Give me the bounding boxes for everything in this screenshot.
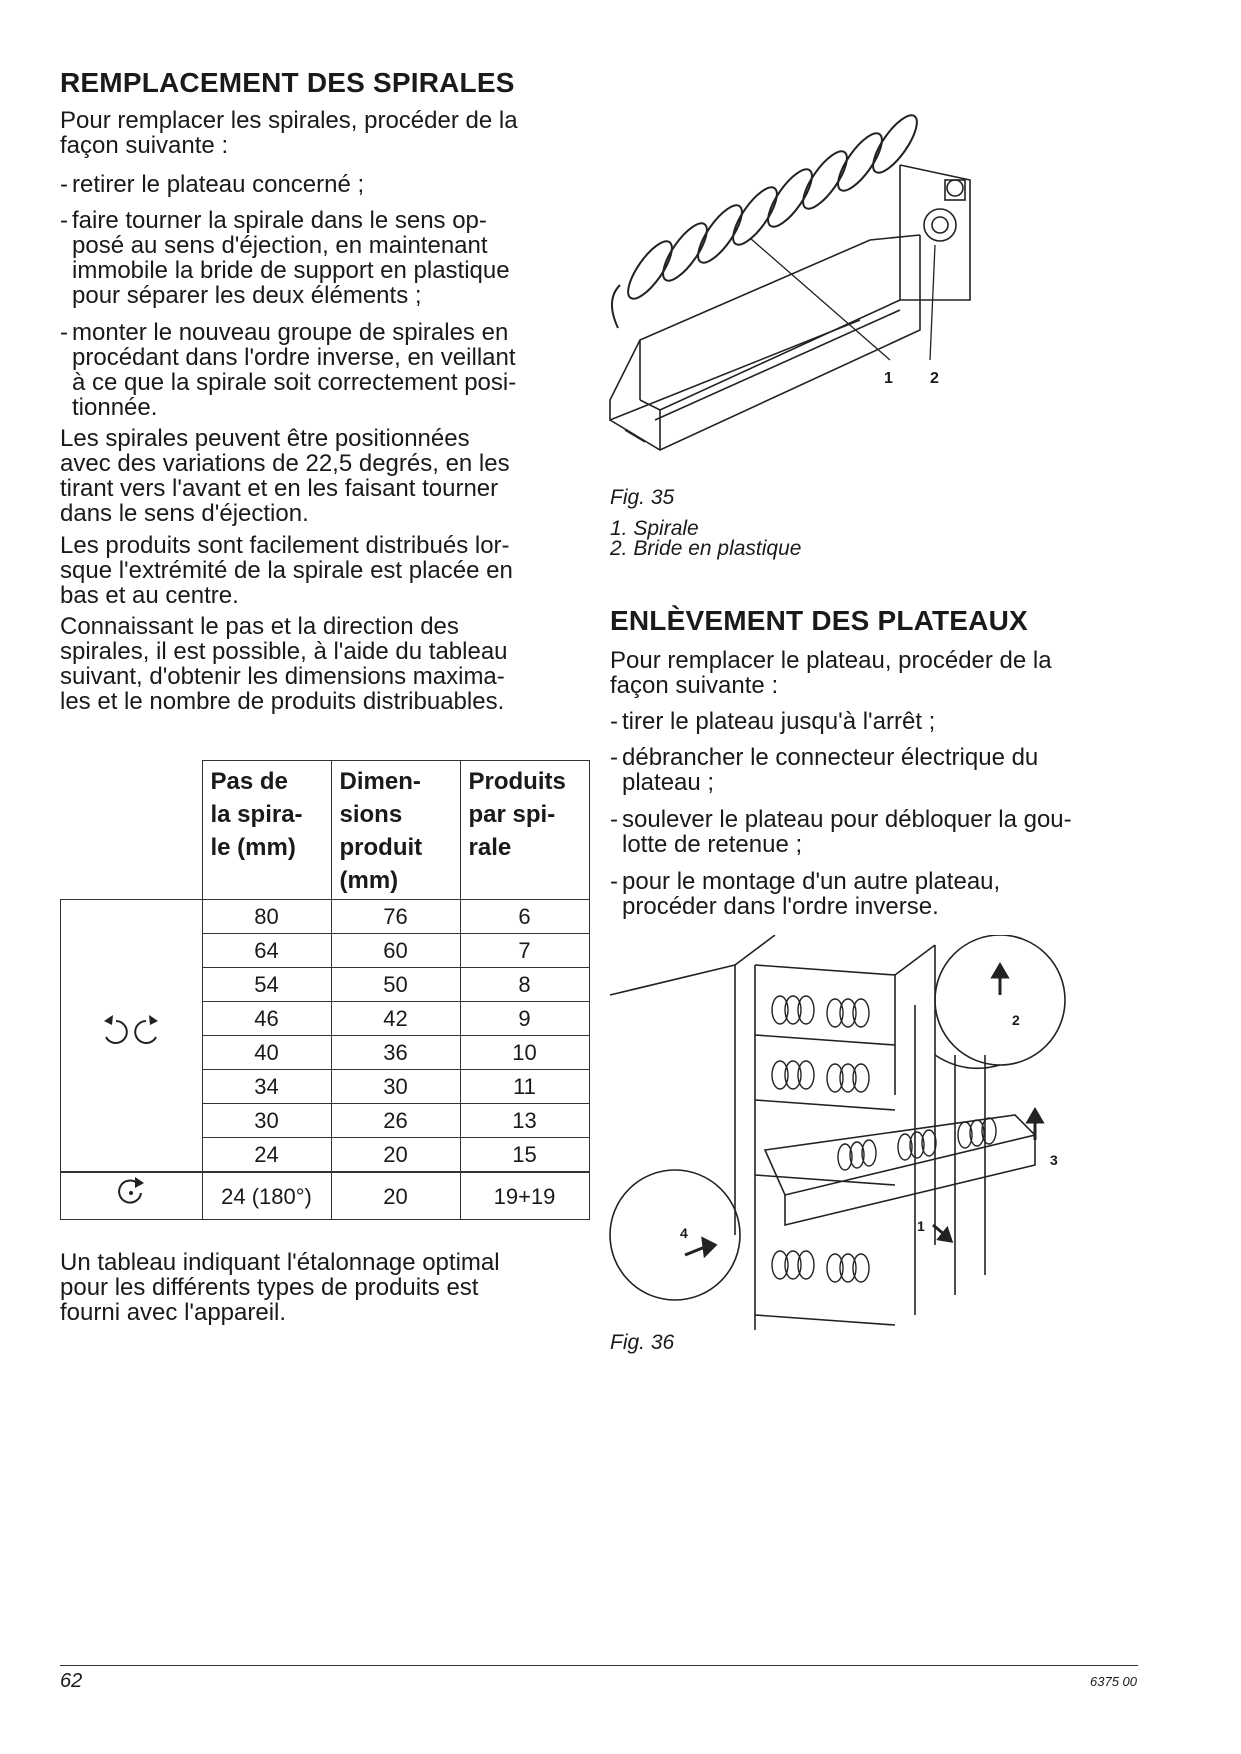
table-row: 64 60 7 — [61, 934, 590, 968]
fig35-callout-2: 2 — [930, 370, 939, 387]
step-1: - retirer le plateau concerné ; — [60, 171, 365, 198]
intro-paragraph: Pour remplacer les spirales, procéder de la façon suivante : — [60, 107, 518, 159]
intro-paragraph-2: Pour remplacer le plateau, procéder de la façon suivante : — [610, 647, 1052, 699]
section-title-spirales: REMPLACEMENT DES SPIRALES — [60, 67, 515, 98]
fig36-callout-1: 1 — [917, 1218, 925, 1234]
figure-36-tray-removal-illustration — [605, 935, 1070, 1330]
table-header-row — [61, 761, 590, 900]
fig36-callout-3: 3 — [1050, 1152, 1058, 1168]
table-row-single: 24 (180°) 20 19+19 — [61, 1172, 590, 1220]
header-pitch: Pas de la spira- le (mm) — [202, 761, 331, 900]
footer-rule — [60, 1665, 1138, 1666]
step2-1: - tirer le plateau jusqu'à l'arrêt ; — [610, 708, 936, 735]
double-rotation-arrows-icon — [61, 900, 203, 1173]
fig36-callout-2: 2 — [1012, 1012, 1020, 1028]
paragraph-pitch: Connaissant le pas et la direction des spirales, il est possible, à l'aide du tableau suivant, d'obtenir les dimensions maxima- les et le nombre de produits distribuables. — [60, 613, 508, 715]
fig35-legend-1: 1. Spirale — [610, 517, 699, 540]
figure-35-spiral-illustration — [600, 70, 1000, 470]
table-row: 54 50 8 — [61, 968, 590, 1002]
header-products: Produits par spi- rale — [460, 761, 589, 900]
table-row: 80 76 6 — [61, 900, 590, 934]
footer-note: Un tableau indiquant l'étalonnage optimal pour les différents types de produits est fourni avec l'appareil. — [60, 1249, 500, 1326]
document-reference: 6375 00 — [1090, 1674, 1137, 1689]
paragraph-products: Les produits sont facilement distribués lor- sque l'extrémité de la spirale est placée en bas et au centre. — [60, 532, 513, 609]
step2-2: - débrancher le connecteur électrique du plateau ; — [610, 744, 1039, 796]
fig35-caption: Fig. 35 — [610, 486, 675, 509]
table-row: 34 30 11 — [61, 1070, 590, 1104]
fig35-legend-2: 2. Bride en plastique — [610, 537, 802, 560]
table-row: 40 36 10 — [61, 1036, 590, 1070]
fig36-caption: Fig. 36 — [610, 1331, 675, 1354]
step-2: - faire tourner la spirale dans le sens op- posé au sens d'éjection, en maintenant immobile la bride de support en plastique pour séparer les deux éléments ; — [60, 207, 510, 309]
step2-4: - pour le montage d'un autre plateau, procéder dans l'ordre inverse. — [610, 868, 1001, 920]
table-row: 24 20 15 — [61, 1138, 590, 1173]
section-title-plateaux: ENLÈVEMENT DES PLATEAUX — [610, 605, 1028, 636]
page-number: 62 — [60, 1670, 83, 1692]
spiral-pitch-table — [60, 760, 590, 1220]
step-3: - monter le nouveau groupe de spirales en procédant dans l'ordre inverse, en veillant à ce que la spirale soit correctement posi- tionnée. — [60, 319, 517, 421]
fig36-callout-4: 4 — [680, 1225, 688, 1241]
table-row: 46 42 9 — [61, 1002, 590, 1036]
single-rotation-arrow-icon — [61, 1172, 203, 1220]
table-row: 30 26 13 — [61, 1104, 590, 1138]
fig35-callout-1: 1 — [884, 370, 893, 387]
paragraph-positions: Les spirales peuvent être positionnées avec des variations de 22,5 degrés, en les tirant vers l'avant et en les faisant tourner dans le sens d'éjection. — [60, 425, 510, 527]
header-dimensions: Dimen- sions produit (mm) — [331, 761, 460, 900]
step2-3: - soulever le plateau pour débloquer la gou- lotte de retenue ; — [610, 806, 1072, 858]
